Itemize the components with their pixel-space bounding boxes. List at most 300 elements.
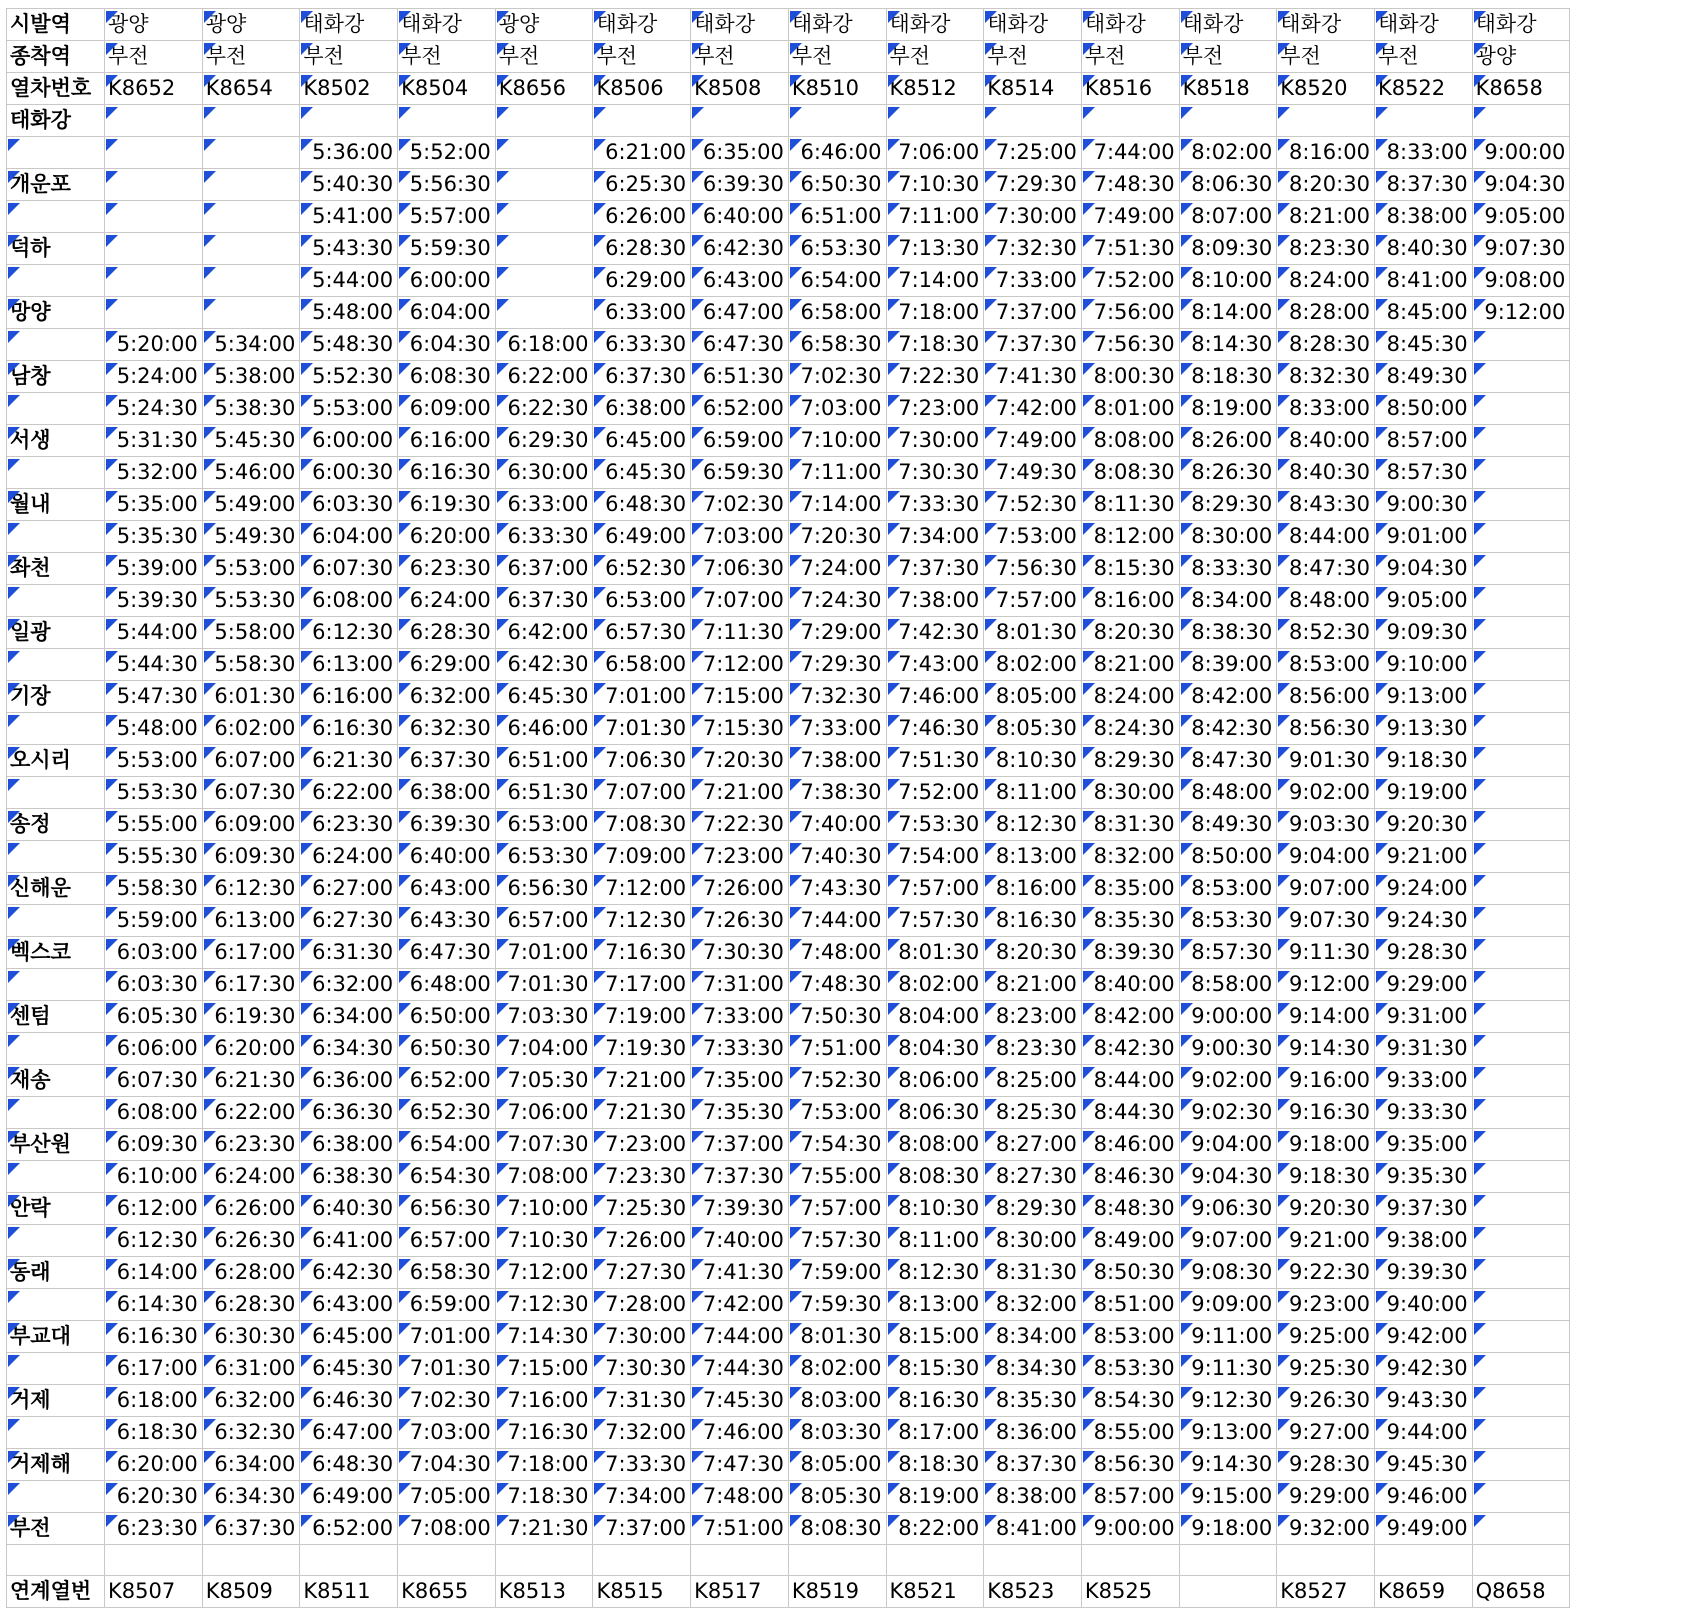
time-cell[interactable]: 6:00:00 (398, 265, 496, 297)
connection-cell[interactable]: K8507 (105, 1576, 203, 1608)
time-cell[interactable]: 9:00:00 (1472, 137, 1570, 169)
time-cell[interactable]: 7:41:30 (691, 1257, 789, 1289)
header-cell[interactable]: K8516 (1081, 73, 1179, 105)
station-label[interactable]: 일광 (7, 617, 105, 649)
time-cell[interactable]: 8:23:30 (984, 1033, 1082, 1065)
time-cell[interactable]: 7:22:30 (886, 361, 984, 393)
time-cell[interactable]: 7:48:30 (1081, 169, 1179, 201)
time-cell[interactable]: 9:29:00 (1277, 1481, 1375, 1513)
time-cell[interactable]: 8:01:30 (984, 617, 1082, 649)
station-label[interactable] (7, 329, 105, 361)
time-cell[interactable]: 6:20:30 (105, 1481, 203, 1513)
time-cell[interactable] (202, 105, 300, 137)
time-cell[interactable] (1472, 585, 1570, 617)
time-cell[interactable]: 6:46:00 (495, 713, 593, 745)
time-cell[interactable]: 7:21:00 (593, 1065, 691, 1097)
time-cell[interactable]: 8:58:00 (1179, 969, 1277, 1001)
time-cell[interactable]: 6:24:00 (398, 585, 496, 617)
empty-cell[interactable] (691, 1545, 789, 1576)
time-cell[interactable]: 7:30:30 (691, 937, 789, 969)
time-cell[interactable]: 6:59:00 (398, 1289, 496, 1321)
time-cell[interactable]: 8:00:30 (1081, 361, 1179, 393)
time-cell[interactable]: 5:44:00 (105, 617, 203, 649)
time-cell[interactable]: 8:05:30 (984, 713, 1082, 745)
time-cell[interactable]: 5:34:00 (202, 329, 300, 361)
time-cell[interactable]: 6:13:00 (300, 649, 398, 681)
time-cell[interactable]: 8:53:30 (1179, 905, 1277, 937)
station-label[interactable]: 부전 (7, 1513, 105, 1545)
time-cell[interactable]: 7:38:00 (788, 745, 886, 777)
time-cell[interactable]: 8:38:30 (1179, 617, 1277, 649)
time-cell[interactable]: 8:11:00 (886, 1225, 984, 1257)
time-cell[interactable]: 7:01:00 (398, 1321, 496, 1353)
time-cell[interactable]: 9:40:00 (1374, 1289, 1472, 1321)
time-cell[interactable]: 9:42:30 (1374, 1353, 1472, 1385)
time-cell[interactable]: 9:13:00 (1179, 1417, 1277, 1449)
time-cell[interactable]: 7:10:30 (886, 169, 984, 201)
time-cell[interactable]: 6:42:30 (495, 649, 593, 681)
time-cell[interactable]: 8:38:00 (1374, 201, 1472, 233)
header-cell[interactable]: 태화강 (886, 9, 984, 41)
time-cell[interactable]: 6:54:30 (398, 1161, 496, 1193)
time-cell[interactable]: 6:37:30 (202, 1513, 300, 1545)
time-cell[interactable] (202, 233, 300, 265)
connection-cell[interactable]: K8515 (593, 1576, 691, 1608)
time-cell[interactable]: 7:37:00 (593, 1513, 691, 1545)
time-cell[interactable]: 6:12:00 (105, 1193, 203, 1225)
time-cell[interactable]: 9:00:00 (1081, 1513, 1179, 1545)
time-cell[interactable]: 5:53:00 (300, 393, 398, 425)
time-cell[interactable] (1472, 841, 1570, 873)
time-cell[interactable]: 8:23:00 (984, 1001, 1082, 1033)
header-cell[interactable]: 부전 (495, 41, 593, 73)
time-cell[interactable]: 8:05:00 (984, 681, 1082, 713)
time-cell[interactable]: 8:08:30 (886, 1161, 984, 1193)
time-cell[interactable]: 7:37:00 (691, 1129, 789, 1161)
time-cell[interactable]: 8:05:00 (788, 1449, 886, 1481)
time-cell[interactable]: 5:41:00 (300, 201, 398, 233)
time-cell[interactable]: 6:57:00 (398, 1225, 496, 1257)
time-cell[interactable]: 7:56:30 (984, 553, 1082, 585)
time-cell[interactable]: 6:04:00 (300, 521, 398, 553)
time-cell[interactable]: 9:18:30 (1374, 745, 1472, 777)
connection-cell[interactable]: K8517 (691, 1576, 789, 1608)
time-cell[interactable]: 9:46:00 (1374, 1481, 1472, 1513)
time-cell[interactable]: 7:15:00 (691, 681, 789, 713)
time-cell[interactable]: 5:43:30 (300, 233, 398, 265)
time-cell[interactable]: 6:32:30 (398, 713, 496, 745)
connection-cell[interactable]: K8519 (788, 1576, 886, 1608)
time-cell[interactable]: 9:28:30 (1374, 937, 1472, 969)
time-cell[interactable]: 5:59:00 (105, 905, 203, 937)
time-cell[interactable]: 8:44:00 (1277, 521, 1375, 553)
time-cell[interactable] (202, 297, 300, 329)
time-cell[interactable]: 5:44:30 (105, 649, 203, 681)
time-cell[interactable]: 7:23:00 (691, 841, 789, 873)
time-cell[interactable]: 6:26:00 (202, 1193, 300, 1225)
station-label[interactable]: 태화강 (7, 105, 105, 137)
time-cell[interactable]: 7:49:30 (984, 457, 1082, 489)
time-cell[interactable] (1081, 105, 1179, 137)
time-cell[interactable]: 7:41:30 (984, 361, 1082, 393)
time-cell[interactable]: 8:28:30 (1277, 329, 1375, 361)
time-cell[interactable]: 8:18:30 (1179, 361, 1277, 393)
time-cell[interactable]: 5:55:30 (105, 841, 203, 873)
time-cell[interactable]: 8:44:30 (1081, 1097, 1179, 1129)
time-cell[interactable]: 6:06:00 (105, 1033, 203, 1065)
time-cell[interactable]: 8:47:30 (1277, 553, 1375, 585)
header-cell[interactable]: 태화강 (788, 9, 886, 41)
time-cell[interactable]: 6:32:00 (202, 1385, 300, 1417)
time-cell[interactable]: 7:01:30 (398, 1353, 496, 1385)
time-cell[interactable]: 6:12:30 (202, 873, 300, 905)
time-cell[interactable]: 7:03:00 (691, 521, 789, 553)
time-cell[interactable] (788, 105, 886, 137)
station-label[interactable]: 벡스코 (7, 937, 105, 969)
time-cell[interactable]: 9:15:00 (1179, 1481, 1277, 1513)
time-cell[interactable] (1472, 425, 1570, 457)
header-cell[interactable]: K8504 (398, 73, 496, 105)
time-cell[interactable]: 5:55:00 (105, 809, 203, 841)
time-cell[interactable]: 7:33:00 (691, 1001, 789, 1033)
time-cell[interactable] (1472, 1097, 1570, 1129)
time-cell[interactable] (105, 233, 203, 265)
time-cell[interactable]: 5:58:30 (202, 649, 300, 681)
time-cell[interactable] (1374, 105, 1472, 137)
time-cell[interactable]: 7:17:00 (593, 969, 691, 1001)
header-cell[interactable]: K8520 (1277, 73, 1375, 105)
empty-cell[interactable] (886, 1545, 984, 1576)
time-cell[interactable]: 7:02:30 (691, 489, 789, 521)
connection-cell[interactable]: Q8658 (1472, 1576, 1570, 1608)
time-cell[interactable]: 8:30:00 (1179, 521, 1277, 553)
time-cell[interactable]: 7:54:00 (886, 841, 984, 873)
time-cell[interactable]: 7:51:00 (788, 1033, 886, 1065)
time-cell[interactable] (495, 265, 593, 297)
time-cell[interactable]: 9:42:00 (1374, 1321, 1472, 1353)
time-cell[interactable]: 6:37:30 (495, 585, 593, 617)
time-cell[interactable]: 6:14:00 (105, 1257, 203, 1289)
time-cell[interactable]: 7:26:00 (593, 1225, 691, 1257)
time-cell[interactable]: 9:13:00 (1374, 681, 1472, 713)
time-cell[interactable]: 7:53:30 (886, 809, 984, 841)
time-cell[interactable]: 7:37:00 (984, 297, 1082, 329)
time-cell[interactable]: 7:59:00 (788, 1257, 886, 1289)
time-cell[interactable]: 6:14:30 (105, 1289, 203, 1321)
time-cell[interactable]: 6:00:00 (300, 425, 398, 457)
time-cell[interactable]: 7:44:00 (691, 1321, 789, 1353)
time-cell[interactable]: 5:24:30 (105, 393, 203, 425)
time-cell[interactable]: 6:56:30 (398, 1193, 496, 1225)
time-cell[interactable]: 7:57:00 (788, 1193, 886, 1225)
time-cell[interactable]: 7:37:30 (984, 329, 1082, 361)
time-cell[interactable]: 6:39:30 (691, 169, 789, 201)
time-cell[interactable]: 8:40:00 (1081, 969, 1179, 1001)
header-cell[interactable]: 부전 (691, 41, 789, 73)
time-cell[interactable]: 6:51:30 (495, 777, 593, 809)
time-cell[interactable] (105, 265, 203, 297)
time-cell[interactable]: 8:41:00 (1374, 265, 1472, 297)
time-cell[interactable]: 7:48:00 (788, 937, 886, 969)
time-cell[interactable]: 8:07:00 (1179, 201, 1277, 233)
time-cell[interactable]: 7:12:00 (691, 649, 789, 681)
time-cell[interactable]: 9:37:30 (1374, 1193, 1472, 1225)
station-label[interactable]: 오시리 (7, 745, 105, 777)
station-label[interactable] (7, 649, 105, 681)
time-cell[interactable]: 7:08:00 (495, 1161, 593, 1193)
time-cell[interactable]: 8:13:00 (984, 841, 1082, 873)
time-cell[interactable]: 6:47:00 (691, 297, 789, 329)
time-cell[interactable]: 6:24:00 (202, 1161, 300, 1193)
time-cell[interactable]: 6:42:00 (495, 617, 593, 649)
time-cell[interactable]: 7:12:30 (495, 1289, 593, 1321)
time-cell[interactable]: 6:36:00 (300, 1065, 398, 1097)
time-cell[interactable]: 6:20:00 (398, 521, 496, 553)
header-cell[interactable]: 부전 (202, 41, 300, 73)
time-cell[interactable]: 6:34:00 (300, 1001, 398, 1033)
connection-cell[interactable]: K8521 (886, 1576, 984, 1608)
time-cell[interactable]: 6:19:30 (398, 489, 496, 521)
time-cell[interactable]: 7:25:00 (984, 137, 1082, 169)
time-cell[interactable]: 8:50:00 (1179, 841, 1277, 873)
time-cell[interactable]: 8:50:30 (1081, 1257, 1179, 1289)
time-cell[interactable]: 8:56:30 (1081, 1449, 1179, 1481)
time-cell[interactable] (105, 137, 203, 169)
time-cell[interactable]: 7:16:30 (593, 937, 691, 969)
empty-cell[interactable] (398, 1545, 496, 1576)
station-label[interactable] (7, 201, 105, 233)
time-cell[interactable]: 8:01:30 (886, 937, 984, 969)
time-cell[interactable]: 7:57:30 (788, 1225, 886, 1257)
connection-cell[interactable]: K8655 (398, 1576, 496, 1608)
time-cell[interactable]: 7:29:00 (788, 617, 886, 649)
time-cell[interactable]: 9:01:30 (1277, 745, 1375, 777)
time-cell[interactable]: 6:48:30 (300, 1449, 398, 1481)
time-cell[interactable]: 7:49:00 (984, 425, 1082, 457)
time-cell[interactable]: 6:09:30 (105, 1129, 203, 1161)
time-cell[interactable]: 6:31:00 (202, 1353, 300, 1385)
time-cell[interactable]: 5:53:30 (202, 585, 300, 617)
time-cell[interactable] (1472, 617, 1570, 649)
time-cell[interactable]: 6:21:00 (593, 137, 691, 169)
time-cell[interactable]: 7:15:00 (495, 1353, 593, 1385)
time-cell[interactable]: 9:13:30 (1374, 713, 1472, 745)
time-cell[interactable]: 7:54:30 (788, 1129, 886, 1161)
time-cell[interactable]: 8:08:30 (1081, 457, 1179, 489)
header-cell[interactable]: 태화강 (398, 9, 496, 41)
time-cell[interactable]: 7:51:00 (691, 1513, 789, 1545)
time-cell[interactable]: 7:33:30 (593, 1449, 691, 1481)
time-cell[interactable]: 9:05:00 (1374, 585, 1472, 617)
time-cell[interactable] (202, 137, 300, 169)
time-cell[interactable]: 9:23:00 (1277, 1289, 1375, 1321)
time-cell[interactable]: 6:21:30 (300, 745, 398, 777)
header-cell[interactable]: 부전 (1277, 41, 1375, 73)
time-cell[interactable]: 6:52:00 (691, 393, 789, 425)
time-cell[interactable]: 7:02:30 (788, 361, 886, 393)
time-cell[interactable] (1472, 1129, 1570, 1161)
time-cell[interactable]: 7:52:30 (788, 1065, 886, 1097)
time-cell[interactable]: 7:15:30 (691, 713, 789, 745)
time-cell[interactable] (1472, 777, 1570, 809)
time-cell[interactable]: 8:34:00 (1179, 585, 1277, 617)
time-cell[interactable]: 8:36:00 (984, 1417, 1082, 1449)
time-cell[interactable]: 6:37:30 (398, 745, 496, 777)
time-cell[interactable]: 8:40:30 (1277, 457, 1375, 489)
time-cell[interactable]: 7:14:00 (788, 489, 886, 521)
time-cell[interactable]: 7:09:00 (593, 841, 691, 873)
row-label[interactable]: 시발역 (7, 9, 105, 41)
time-cell[interactable] (1472, 1321, 1570, 1353)
time-cell[interactable]: 7:11:00 (788, 457, 886, 489)
time-cell[interactable]: 6:03:00 (105, 937, 203, 969)
time-cell[interactable]: 8:46:30 (1081, 1161, 1179, 1193)
time-cell[interactable]: 6:07:30 (300, 553, 398, 585)
station-label[interactable] (7, 1353, 105, 1385)
time-cell[interactable]: 6:52:30 (398, 1097, 496, 1129)
time-cell[interactable]: 5:39:00 (105, 553, 203, 585)
time-cell[interactable]: 9:45:30 (1374, 1449, 1472, 1481)
time-cell[interactable]: 8:33:30 (1179, 553, 1277, 585)
time-cell[interactable]: 7:30:30 (886, 457, 984, 489)
time-cell[interactable]: 6:12:30 (105, 1225, 203, 1257)
time-cell[interactable]: 9:39:30 (1374, 1257, 1472, 1289)
time-cell[interactable]: 6:22:00 (300, 777, 398, 809)
station-label[interactable] (7, 1033, 105, 1065)
time-cell[interactable] (1472, 457, 1570, 489)
time-cell[interactable]: 6:57:30 (593, 617, 691, 649)
time-cell[interactable] (1472, 1193, 1570, 1225)
time-cell[interactable]: 7:14:30 (495, 1321, 593, 1353)
time-cell[interactable]: 7:03:00 (398, 1417, 496, 1449)
time-cell[interactable]: 8:12:30 (984, 809, 1082, 841)
time-cell[interactable]: 7:53:00 (984, 521, 1082, 553)
time-cell[interactable]: 9:00:00 (1179, 1001, 1277, 1033)
time-cell[interactable]: 6:38:30 (300, 1161, 398, 1193)
time-cell[interactable]: 9:16:30 (1277, 1097, 1375, 1129)
time-cell[interactable] (1472, 1225, 1570, 1257)
time-cell[interactable]: 7:18:30 (886, 329, 984, 361)
time-cell[interactable]: 7:40:00 (691, 1225, 789, 1257)
header-cell[interactable]: K8658 (1472, 73, 1570, 105)
time-cell[interactable]: 7:47:30 (691, 1449, 789, 1481)
time-cell[interactable]: 6:38:00 (593, 393, 691, 425)
time-cell[interactable]: 6:03:30 (105, 969, 203, 1001)
time-cell[interactable]: 7:32:30 (984, 233, 1082, 265)
time-cell[interactable]: 8:27:00 (984, 1129, 1082, 1161)
time-cell[interactable] (202, 265, 300, 297)
time-cell[interactable]: 7:26:00 (691, 873, 789, 905)
time-cell[interactable]: 8:04:00 (886, 1001, 984, 1033)
time-cell[interactable]: 8:32:30 (1277, 361, 1375, 393)
time-cell[interactable]: 9:31:00 (1374, 1001, 1472, 1033)
time-cell[interactable]: 5:32:00 (105, 457, 203, 489)
time-cell[interactable]: 8:15:30 (1081, 553, 1179, 585)
time-cell[interactable]: 7:03:30 (495, 1001, 593, 1033)
time-cell[interactable]: 7:40:00 (788, 809, 886, 841)
time-cell[interactable]: 6:17:00 (202, 937, 300, 969)
time-cell[interactable]: 9:18:30 (1277, 1161, 1375, 1193)
time-cell[interactable]: 7:48:30 (788, 969, 886, 1001)
time-cell[interactable]: 7:32:00 (593, 1417, 691, 1449)
time-cell[interactable]: 8:45:00 (1374, 297, 1472, 329)
time-cell[interactable]: 5:38:30 (202, 393, 300, 425)
time-cell[interactable]: 6:10:00 (105, 1161, 203, 1193)
time-cell[interactable]: 8:42:30 (1081, 1033, 1179, 1065)
time-cell[interactable]: 7:21:30 (495, 1513, 593, 1545)
time-cell[interactable] (202, 201, 300, 233)
time-cell[interactable]: 6:53:00 (593, 585, 691, 617)
time-cell[interactable]: 7:34:00 (886, 521, 984, 553)
time-cell[interactable]: 8:22:00 (886, 1513, 984, 1545)
station-label[interactable] (7, 393, 105, 425)
time-cell[interactable]: 6:57:00 (495, 905, 593, 937)
time-cell[interactable] (1472, 1449, 1570, 1481)
time-cell[interactable]: 9:14:30 (1179, 1449, 1277, 1481)
time-cell[interactable]: 7:46:00 (691, 1417, 789, 1449)
time-cell[interactable]: 7:01:30 (495, 969, 593, 1001)
time-cell[interactable]: 6:47:30 (691, 329, 789, 361)
time-cell[interactable]: 7:26:30 (691, 905, 789, 937)
time-cell[interactable]: 7:43:30 (788, 873, 886, 905)
time-cell[interactable]: 8:23:30 (1277, 233, 1375, 265)
header-cell[interactable]: 부전 (886, 41, 984, 73)
time-cell[interactable]: 6:22:00 (202, 1097, 300, 1129)
station-label[interactable]: 덕하 (7, 233, 105, 265)
time-cell[interactable]: 6:48:30 (593, 489, 691, 521)
time-cell[interactable]: 9:07:00 (1179, 1225, 1277, 1257)
header-cell[interactable]: 광양 (105, 9, 203, 41)
time-cell[interactable]: 7:07:00 (691, 585, 789, 617)
time-cell[interactable]: 8:38:00 (984, 1481, 1082, 1513)
time-cell[interactable] (1472, 1065, 1570, 1097)
time-cell[interactable] (1472, 361, 1570, 393)
time-cell[interactable] (300, 105, 398, 137)
time-cell[interactable]: 6:40:00 (691, 201, 789, 233)
header-cell[interactable]: 부전 (105, 41, 203, 73)
station-label[interactable]: 부교대 (7, 1321, 105, 1353)
time-cell[interactable] (1472, 1289, 1570, 1321)
time-cell[interactable]: 6:39:30 (398, 809, 496, 841)
time-cell[interactable]: 7:40:30 (788, 841, 886, 873)
time-cell[interactable]: 6:33:00 (593, 297, 691, 329)
time-cell[interactable]: 5:44:00 (300, 265, 398, 297)
empty-cell[interactable] (593, 1545, 691, 1576)
time-cell[interactable]: 9:18:00 (1277, 1129, 1375, 1161)
time-cell[interactable]: 9:14:00 (1277, 1001, 1375, 1033)
header-cell[interactable]: 광양 (1472, 41, 1570, 73)
time-cell[interactable]: 8:53:00 (1081, 1321, 1179, 1353)
time-cell[interactable]: 6:42:30 (691, 233, 789, 265)
time-cell[interactable]: 8:40:00 (1277, 425, 1375, 457)
time-cell[interactable]: 7:11:30 (691, 617, 789, 649)
time-cell[interactable]: 6:01:30 (202, 681, 300, 713)
time-cell[interactable]: 7:06:30 (691, 553, 789, 585)
time-cell[interactable]: 8:45:30 (1374, 329, 1472, 361)
time-cell[interactable]: 8:09:30 (1179, 233, 1277, 265)
time-cell[interactable]: 7:57:00 (886, 873, 984, 905)
time-cell[interactable]: 6:30:00 (495, 457, 593, 489)
time-cell[interactable]: 9:21:00 (1374, 841, 1472, 873)
time-cell[interactable]: 6:37:30 (593, 361, 691, 393)
header-cell[interactable]: 태화강 (1472, 9, 1570, 41)
time-cell[interactable]: 9:25:00 (1277, 1321, 1375, 1353)
connection-cell[interactable]: K8527 (1277, 1576, 1375, 1608)
time-cell[interactable]: 7:44:30 (691, 1353, 789, 1385)
time-cell[interactable]: 8:52:30 (1277, 617, 1375, 649)
time-cell[interactable]: 9:11:00 (1179, 1321, 1277, 1353)
time-cell[interactable]: 6:43:00 (398, 873, 496, 905)
